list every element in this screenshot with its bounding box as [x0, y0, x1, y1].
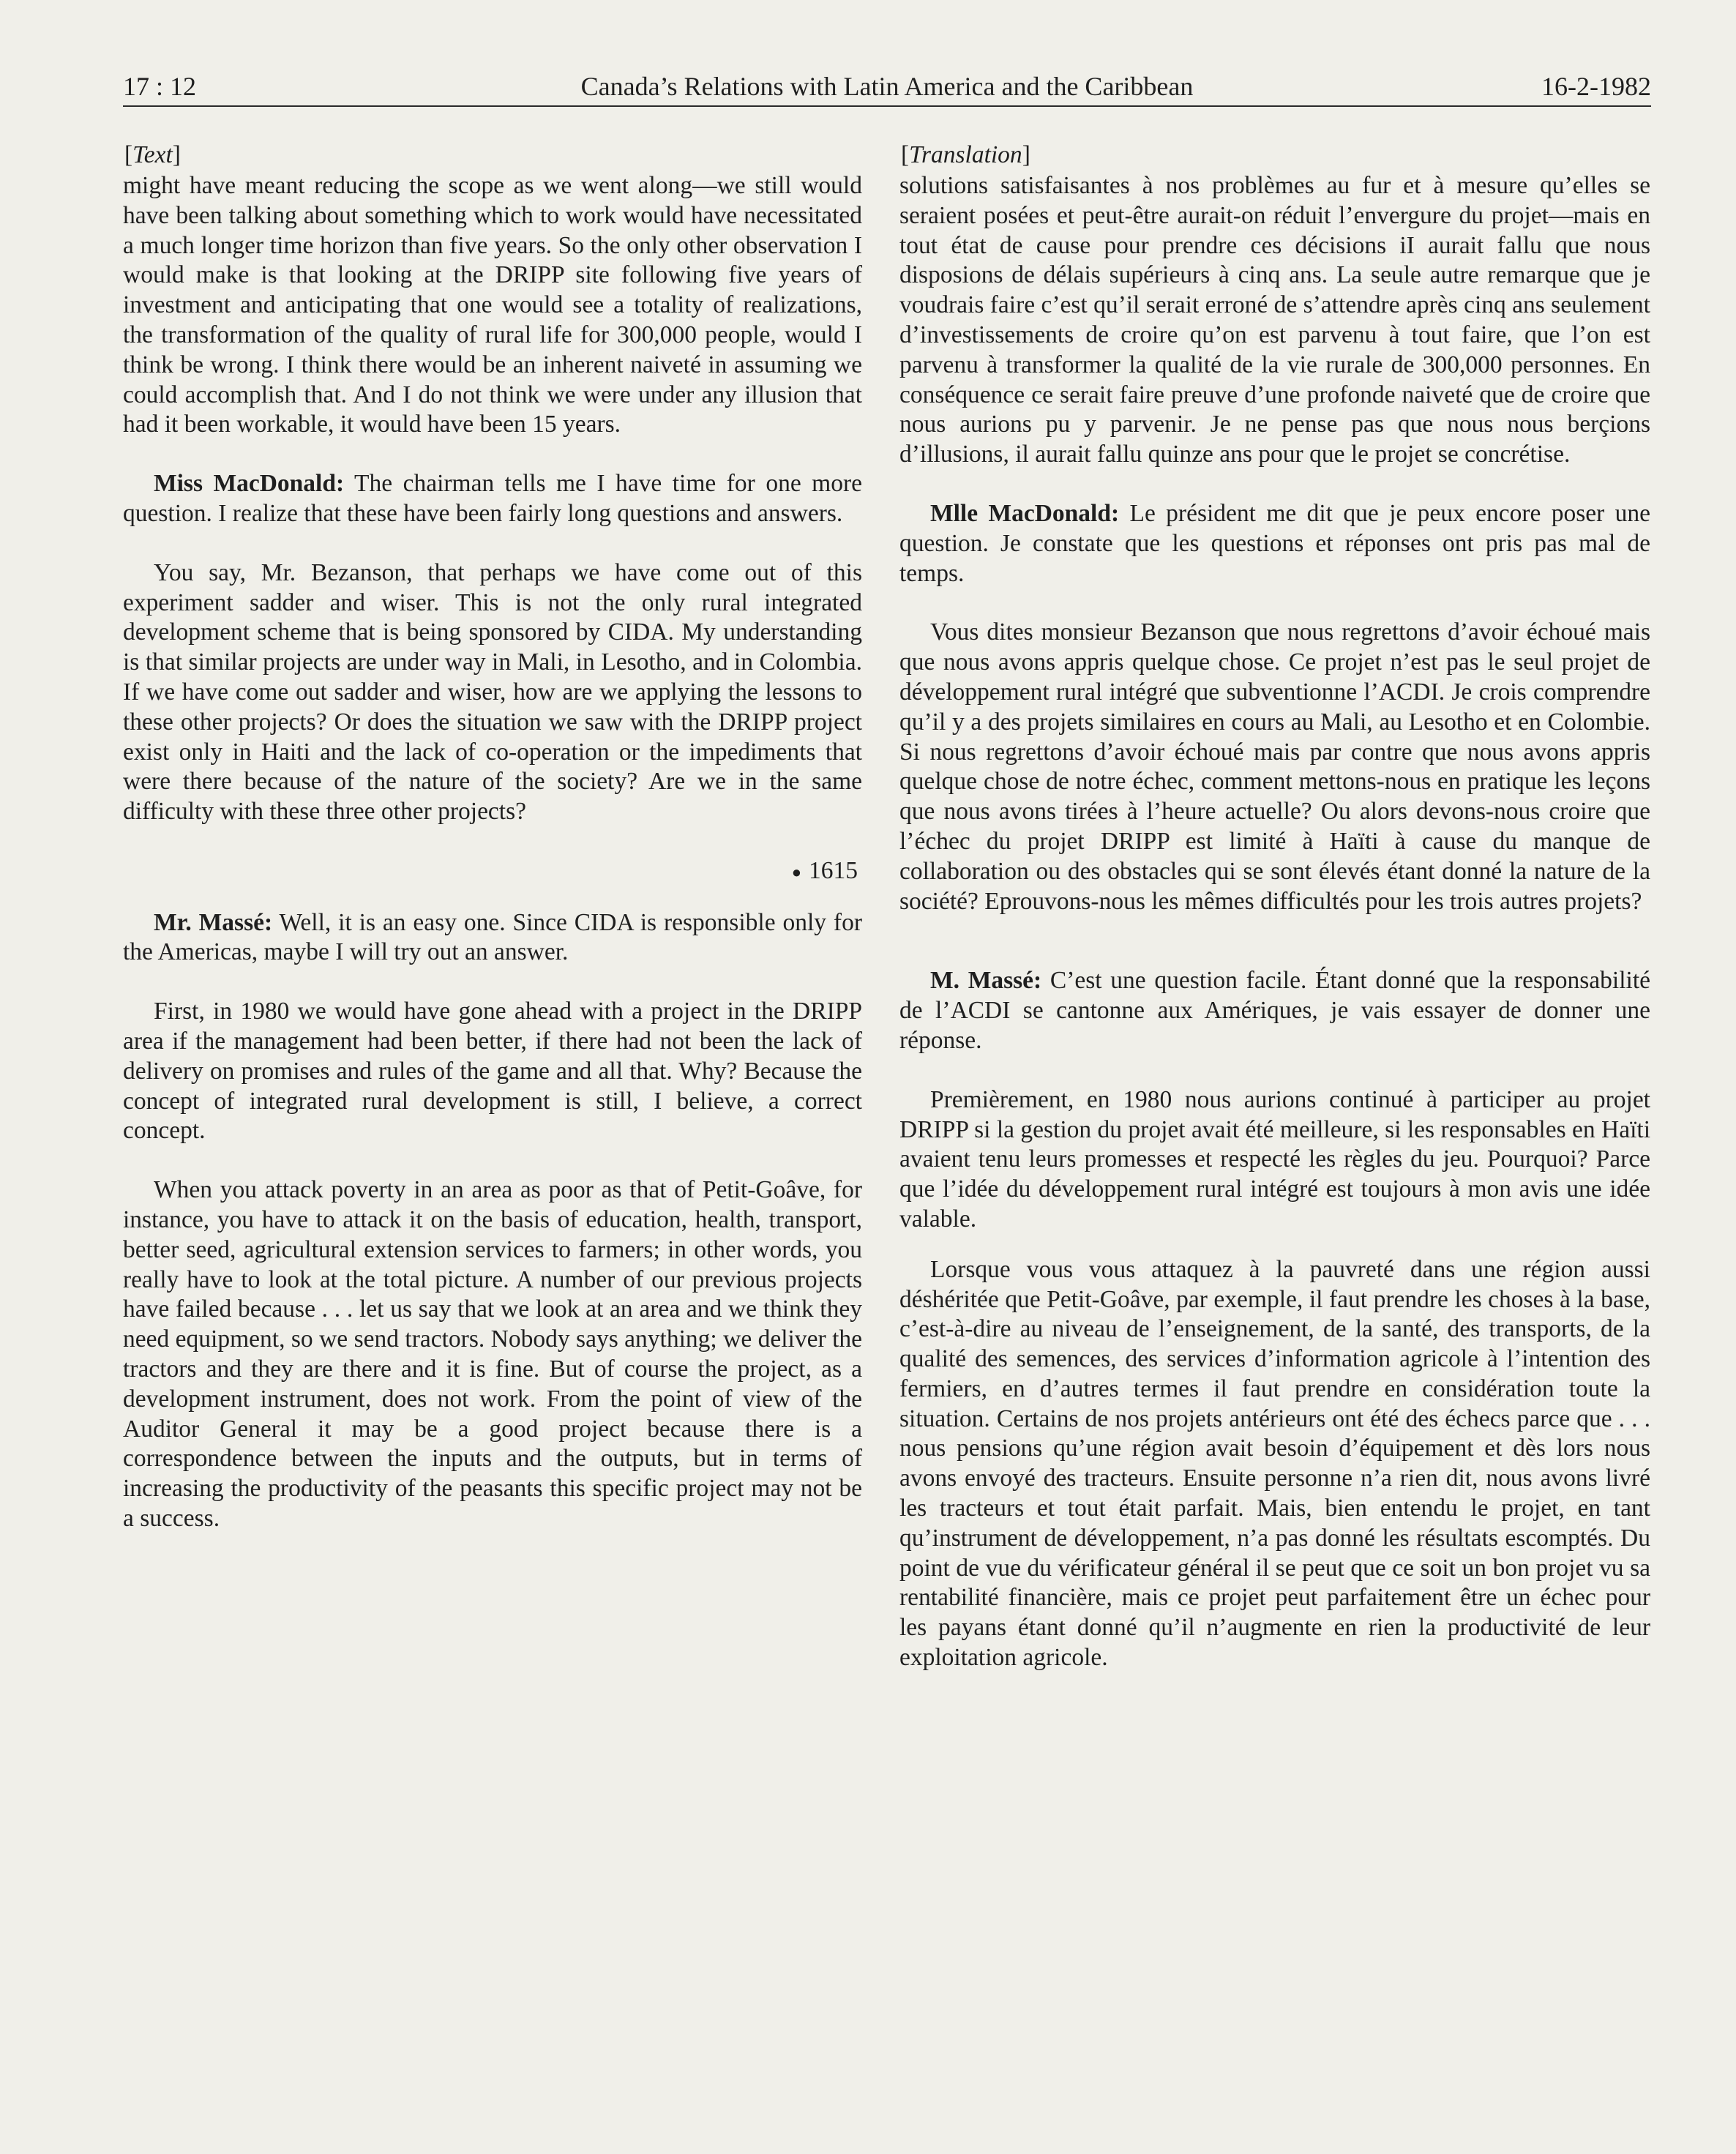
paragraph-text: might have meant reducing the scope as we went along—we still would have been talking about something which to work would have necessitated a much longer time horizon than five years. So the only other observation I would make is that looking at the DRIPP site following five years of investment and anticipating that one would see a totality of realizations, the transformation of the quality of rural life for 300,000 people, would I think be wrong. I think there would be an inherent naiveté in assuming we could accomplish that. And I do not think we were under any illusion that had it been workable, it would have been 15 years. [123, 172, 862, 438]
paragraph-text: When you attack poverty in an area as poor as that of Petit-Goâve, for instance, you have to attack it on the basis of education, health, transport, better seed, agricultural extension services to farmers; in other words, you really have to look at the total picture. A number of our previous projects have failed because . . . let us say that we look at an area and we think they need equipment, so we send tractors. Nobody says anything; we deliver the tractors and they are there and it is fine. But of course the project, as a development instrument, does not work. From the point of view of the Auditor General it may be a good project because there is a correspondence between the inputs and the outputs, but in terms of increasing the productivity of the peasants this specific project may not be a success. [123, 1176, 862, 1532]
paragraph [123, 558, 862, 827]
paragraph-text: C’est une question facile. Étant donné que la responsabilité de l’ACDI se cantonne aux Amériques, je vais essayer de donner une réponse. [899, 967, 1651, 1054]
paragraph [899, 1085, 1650, 1235]
speech-paragraph [899, 499, 1650, 588]
paragraph-text: The chairman tells me I have time for one more question. I realize that these have been fairly long questions and answers. [123, 470, 862, 527]
speaker-name: Mlle MacDonald: [930, 499, 1120, 527]
english-column [123, 139, 862, 1534]
paragraph-text: solutions satisfaisantes à nos problèmes au fur et à mesure qu’elles se seraient posées et peut-être aurait-on réduit l’envergure du projet—mais en tout état de cause pour prendre ces décisions iI aurait fallu que nous disposions de délais supérieurs à cinq ans. La seule autre remarque que je voudrais faire c’est qu’il serait erroné de s’attendre après cinq ans seulement d’investissements de croire qu’on est parvenu à tout faire, que l’on est parvenu à transformer la qualité de la vie rurale de 300,000 personnes. En conséquence ce serait faire preuve d’une profonde naiveté que de croire que nous aurions pu y parvenir. Je ne pense pas que nous nous berçions d’illusions, il aurait fallu quinze ans pour que le projet se concrétise. [899, 172, 1650, 468]
paragraph [899, 171, 1650, 470]
paragraph-text: Lorsque vous vous attaquez à la pauvreté dans une région aussi déshéritée que Petit-Goâve, par exemple, il faut prendre les choses à la base, c’est-à-dire au niveau de l’enseignement, de la santé, des transports, de la qualité des semences, des services d’information agricole à l’intention des fermiers, en d’autres termes il faut prendre en considération toute la situation. Certains de nos projets antérieurs ont été des échecs parce que . . . nous pensions qu’une région avait besoin d’équipement et dès lors nous avons envoyé des tracteurs. Ensuite personne n’a rien dit, nous avons livré les tracteurs et tout était parfait. Mais, bien entendu le projet, en tant qu’instrument de développement, n’a pas donné les résultats escomptés. Du point de vue du vérificateur général il se peut que ce soit un bon projet vu sa rentabilité financière, mais ce projet peut parfaitement être un échec pour les payans étant donné qu’il n’augmente en rien la productivité de leur exploitation agricole. [899, 1255, 1650, 1672]
running-header [123, 64, 1651, 107]
speech-paragraph [123, 908, 862, 968]
timestamp-text: 1615 [809, 856, 858, 884]
paragraph-text: You say, Mr. Bezanson, that perhaps we have come out of this experiment sadder and wiser. This is not the only rural integrated development scheme that is being sponsored by CIDA. My understanding is that similar projects are under way in Mali, in Lesotho, and in Colombia. If we have come out sadder and wiser, how are we applying the lessons to these other projects? Or does the situation we saw with the DRIPP project exist only in Haiti and the lack of co-operation or the impediments that were there because of the nature of the society? Are we in the same difficulty with these three other projects? [123, 558, 862, 826]
speech-paragraph [899, 966, 1650, 1055]
speaker-name: Mr. Massé: [154, 908, 273, 936]
text-label-word: Text [132, 141, 173, 168]
paragraph [899, 618, 1650, 916]
translation-label: [Translation] [901, 141, 1030, 168]
speech-paragraph [123, 469, 862, 529]
bullet-icon: ● [791, 862, 801, 881]
paragraph-text: Premièrement, en 1980 nous aurions continué à participer au projet DRIPP si la gestion du projet avait été meilleure, si les responsables en Haïti avaient tenu leurs promesses et respecté les règles du jeu. Pourquoi? Parce que l’idée du développement rural intégré est toujours à mon avis une idée valable. [899, 1085, 1650, 1233]
paragraph [123, 1175, 862, 1534]
speaker-name: Miss MacDonald: [154, 470, 345, 498]
paragraph-text: Well, it is an easy one. Since CIDA is responsible only for the Americas, maybe I will try out an answer. [123, 908, 862, 966]
page-number: 17 : 12 [123, 72, 197, 101]
paragraph [899, 1255, 1650, 1673]
paragraph-text: Le président me dit que je peux encore poser une question. Je constate que les questions et réponses ont pris pas mal de temps. [899, 499, 1650, 587]
paragraph [123, 171, 862, 440]
paragraph-text: Vous dites monsieur Bezanson que nous regrettons d’avoir échoué mais que nous avons appris quelque chose. Ce projet n’est pas le seul projet de développement rural intégré que subventionne l’ACDI. Je crois comprendre qu’il y a des projets similaires en cours au Mali, au Lesotho et en Colombie. Si nous regrettons d’avoir échoué mais par contre que nous avons appris quelque chose de notre échec, comment mettons-nous en pratique les leçons que nous avons tirées à l’heure actuelle? Ou alors devons-nous croire que l’échec du projet DRIPP est limité à Haïti à cause du manque de collaboration ou des obstacles qui se sont élevés étant donné la nature de la société? Eprouvons-nous les mêmes difficultés pour les trois autres projets? [899, 618, 1650, 915]
text-label: [Text] [124, 141, 181, 168]
paragraph-text: First, in 1980 we would have gone ahead with a project in the DRIPP area if the management had been better, if there had not been the lack of delivery on promises and rules of the game and all that. Why? Because the concept of integrated rural development is still, I believe, a correct concept. [123, 998, 862, 1145]
document-title: Canada’s Relations with Latin America and the Caribbean [580, 72, 1194, 101]
french-column [899, 139, 1650, 1673]
translation-label-word: Translation [909, 141, 1022, 168]
timestamp [123, 856, 862, 888]
paragraph [123, 997, 862, 1146]
document-date: 16-2-1982 [1541, 72, 1651, 101]
speaker-name: M. Massé: [930, 967, 1042, 995]
